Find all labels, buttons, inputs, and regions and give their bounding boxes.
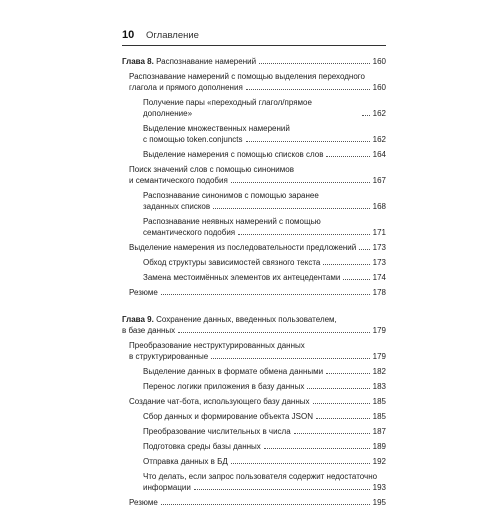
chapter-title: Распознавание намерений (156, 57, 257, 66)
dot-leader (362, 115, 370, 116)
toc-entry (122, 216, 386, 238)
toc-entry (122, 396, 386, 407)
entry-text: Распознавание намерений с помощью выделения переходного (129, 72, 365, 81)
entry-text: заданных списков (143, 202, 211, 211)
page-ref: 174 (372, 273, 386, 282)
page-ref: 189 (372, 442, 386, 451)
page-ref: 173 (372, 243, 386, 252)
chapter-prefix: Глава 8. (122, 57, 154, 66)
toc-entry (122, 287, 386, 298)
entry-text: и семантического подобия (129, 176, 228, 185)
dot-leader (178, 332, 369, 333)
page-header (122, 29, 386, 46)
entry-text: глагола и прямого дополнения (129, 83, 243, 92)
page-ref: 193 (372, 483, 386, 492)
dot-leader (326, 156, 369, 157)
entry-text: Выделение множественных намерений (143, 124, 290, 133)
entry-text: Получение пары «переходный глагол/прямое дополнение» (143, 98, 312, 118)
toc-entry (122, 456, 386, 467)
dot-leader (294, 433, 370, 434)
dot-leader (238, 234, 370, 235)
entry-text: Обход структуры зависимостей связного текста (143, 258, 321, 267)
page-ref: 182 (372, 367, 386, 376)
toc-entry (122, 164, 386, 186)
table-of-contents (122, 56, 386, 512)
toc-entry (122, 123, 386, 145)
entry-text: Сбор данных и формирование объекта JSON (143, 412, 313, 421)
entry-text: Выделение данных в формате обмена данными (143, 367, 324, 376)
entry-text: Преобразование неструктурированных данных (129, 341, 305, 350)
toc-entry (122, 71, 386, 93)
chapter-title: в базе данных (122, 326, 176, 335)
entry-text: Преобразование числительных в числа (143, 427, 291, 436)
entry-text: семантического подобия (143, 228, 236, 237)
entry-text: Резюме (129, 498, 158, 507)
dot-leader (231, 182, 370, 183)
page-ref: 160 (372, 57, 386, 66)
dot-leader (326, 373, 370, 374)
page-number: 10 (122, 29, 135, 41)
dot-leader (231, 463, 370, 464)
toc-entry (122, 149, 386, 160)
page-ref: 168 (372, 202, 386, 211)
dot-leader (359, 249, 369, 250)
chapter-title: Сохранение данных, введенных пользователем, (156, 315, 337, 324)
toc-entry (122, 497, 386, 508)
entry-text: Распознавание неявных намерений с помощью (143, 217, 321, 226)
page-ref: 185 (372, 412, 386, 421)
entry-text: Подготовка среды базы данных (143, 442, 261, 451)
toc-entry (122, 366, 386, 377)
page-ref: 179 (372, 326, 386, 335)
page-ref: 185 (372, 397, 386, 406)
toc-chapter-8 (122, 56, 386, 67)
entry-text: Отправка данных в БД (143, 457, 228, 466)
toc-entry (122, 471, 386, 493)
page-ref: 167 (372, 176, 386, 185)
chapter-prefix: Глава 9. (122, 315, 154, 324)
entry-text: информации (143, 483, 191, 492)
toc-entry (122, 190, 386, 212)
toc-entry (122, 411, 386, 422)
entry-text: с помощью token.conjuncts (143, 135, 243, 144)
page-ref: 164 (372, 150, 386, 159)
dot-leader (161, 504, 370, 505)
entry-text: Замена местоимённых элементов их антецедентами (143, 273, 341, 282)
page-ref: 173 (372, 258, 386, 267)
dot-leader (264, 448, 370, 449)
toc-entry (122, 441, 386, 452)
page-ref: 179 (372, 352, 386, 361)
running-title: Оглавление (146, 30, 199, 41)
entry-text: Перенос логики приложения в базу данных (143, 382, 305, 391)
dot-leader (161, 294, 370, 295)
entry-text: Выделение намерения из последовательности предложений (129, 243, 357, 252)
toc-chapter-9 (122, 314, 386, 336)
entry-text: Поиск значений слов с помощью синонимов (129, 165, 294, 174)
page-ref: 183 (372, 382, 386, 391)
entry-text: Что делать, если запрос пользователя содержит недостаточно (143, 472, 378, 481)
dot-leader (211, 358, 369, 359)
toc-entry (122, 272, 386, 283)
toc-entry (122, 242, 386, 253)
entry-text: Распознавание синонимов с помощью заранее (143, 191, 319, 200)
page-ref: 162 (372, 109, 386, 118)
dot-leader (343, 279, 369, 280)
toc-entry (122, 340, 386, 362)
page-ref: 171 (372, 228, 386, 237)
dot-leader (259, 63, 370, 64)
dot-leader (246, 141, 370, 142)
page-ref: 195 (372, 498, 386, 507)
toc-entry (122, 381, 386, 392)
toc-entry (122, 97, 386, 119)
page-ref: 192 (372, 457, 386, 466)
entry-text: в структурированные (129, 352, 209, 361)
dot-leader (213, 208, 370, 209)
dot-leader (313, 403, 370, 404)
entry-text: Резюме (129, 288, 158, 297)
dot-leader (194, 489, 370, 490)
toc-entry (122, 426, 386, 437)
dot-leader (323, 264, 369, 265)
page-ref: 178 (372, 288, 386, 297)
page-ref: 162 (372, 135, 386, 144)
dot-leader (316, 418, 370, 419)
page-ref: 187 (372, 427, 386, 436)
page-ref: 160 (372, 83, 386, 92)
entry-text: Выделение намерения с помощью списков слов (143, 150, 324, 159)
dot-leader (307, 388, 369, 389)
toc-entry (122, 257, 386, 268)
dot-leader (246, 89, 370, 90)
entry-text: Создание чат-бота, использующего базу данных (129, 397, 310, 406)
